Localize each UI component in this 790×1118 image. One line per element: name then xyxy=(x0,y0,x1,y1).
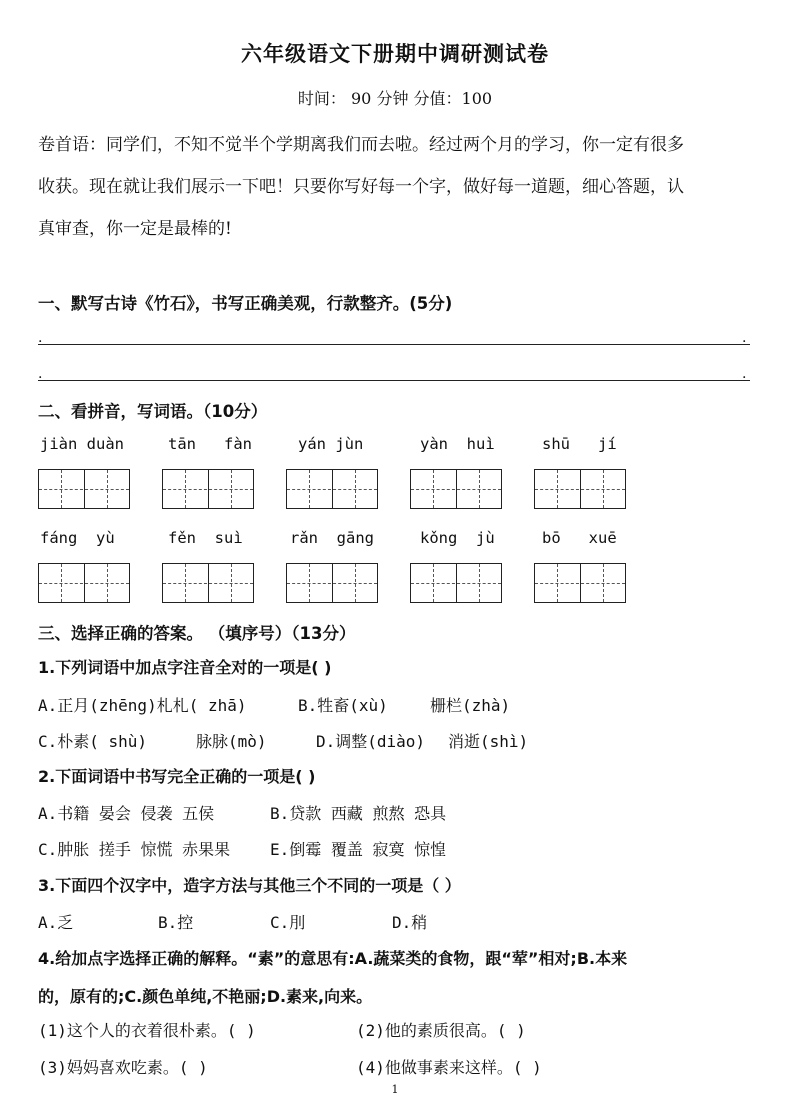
pinyin-label: fáng yù xyxy=(40,529,115,547)
q3-option-d: D.稍 xyxy=(392,913,428,932)
intro-line-1: 卷首语：同学们，不知不觉半个学期离我们而去啦。经过两个月的学习，你一定有很多 xyxy=(38,135,684,155)
q2-option-c: C.肿胀 搓手 惊慌 赤果果 xyxy=(38,840,231,859)
question-4-stem-line-2: 的，原有的;C.颜色单纯,不艳丽;D.素来,向来。 xyxy=(38,987,373,1006)
writing-grid-box[interactable] xyxy=(162,469,254,509)
section3-heading: 三、选择正确的答案。 （填序号）（13分） xyxy=(38,624,356,643)
pinyin-label: kǒng jù xyxy=(420,529,495,547)
pinyin-label: jiàn duàn xyxy=(40,435,124,453)
writing-grid-box[interactable] xyxy=(162,563,254,603)
writing-line-2[interactable] xyxy=(38,380,750,381)
q1-option-b-2: 栅栏(zhà) xyxy=(430,696,511,715)
q1-option-d: D.调整(diào) xyxy=(316,732,426,751)
q1-option-c-2: 脉脉(mò) xyxy=(196,732,267,751)
q1-option-c: C.朴素( shù) xyxy=(38,732,148,751)
q3-option-c: C.刖 xyxy=(270,913,306,932)
writing-grid-box[interactable] xyxy=(38,563,130,603)
section2-heading: 二、看拼音，写词语。（10分） xyxy=(38,402,268,421)
exam-meta: 时间： 90 分钟 分值：100 xyxy=(297,89,493,108)
q2-option-a: A.书籍 晏会 侵袭 五侯 xyxy=(38,804,215,823)
q1-option-d-2: 消逝(shì) xyxy=(448,732,529,751)
writing-grid-box[interactable] xyxy=(38,469,130,509)
writing-grid-box[interactable] xyxy=(534,469,626,509)
question-4-stem-line-1: 4.给加点字选择正确的解释。“素”的意思有:A.蔬菜类的食物，跟“荤”相对;B.本来 xyxy=(38,949,628,968)
q3-option-a: A.乏 xyxy=(38,913,74,932)
pinyin-label: yán jùn xyxy=(298,435,364,453)
writing-grid-box[interactable] xyxy=(534,563,626,603)
writing-grid-box[interactable] xyxy=(410,469,502,509)
q1-option-a: A.正月(zhēng)札札( zhā) xyxy=(38,696,247,715)
section1-heading: 一、默写古诗《竹石》，书写正确美观，行款整齐。(5分) xyxy=(38,294,453,313)
q4-sentence-2: (2)他的素质很高。( ) xyxy=(356,1021,526,1040)
pinyin-label: shū jí xyxy=(542,435,617,453)
line-dot: . xyxy=(38,330,43,346)
pinyin-label: yàn huì xyxy=(420,435,495,453)
q2-option-b: B.贷款 西藏 煎熬 恐具 xyxy=(270,804,447,823)
question-2-stem: 2.下面词语中书写完全正确的一项是( ) xyxy=(38,767,316,786)
q2-option-d: E.倒霉 覆盖 寂寞 惊惶 xyxy=(270,840,447,859)
pinyin-label: rǎn gāng xyxy=(290,529,374,547)
question-3-stem: 3.下面四个汉字中，造字方法与其他三个不同的一项是（ ） xyxy=(38,876,461,895)
writing-grid-box[interactable] xyxy=(286,469,378,509)
q3-option-b: B.控 xyxy=(158,913,194,932)
intro-line-3: 真审查，你一定是最棒的! xyxy=(38,219,232,239)
q4-sentence-1: (1)这个人的衣着很朴素。( ) xyxy=(38,1021,256,1040)
page-number: 1 xyxy=(391,1083,399,1096)
q4-sentence-4: (4)他做事素来这样。( ) xyxy=(356,1058,542,1077)
question-1-stem: 1.下列词语中加点字注音全对的一项是( ) xyxy=(38,658,332,677)
line-dot: . xyxy=(38,366,43,382)
intro-line-2: 收获。现在就让我们展示一下吧！只要你写好每一个字，做好每一道题，细心答题，认 xyxy=(38,177,684,197)
writing-line-1[interactable] xyxy=(38,344,750,345)
q4-sentence-3: (3)妈妈喜欢吃素。( ) xyxy=(38,1058,208,1077)
line-dot: . xyxy=(742,366,747,382)
page-title: 六年级语文下册期中调研测试卷 xyxy=(241,42,549,66)
line-dot: . xyxy=(742,330,747,346)
pinyin-label: tān fàn xyxy=(168,435,252,453)
pinyin-label: fěn suì xyxy=(168,529,243,547)
q1-option-b: B.牲畜(xù) xyxy=(298,696,388,715)
writing-grid-box[interactable] xyxy=(410,563,502,603)
writing-grid-box[interactable] xyxy=(286,563,378,603)
pinyin-label: bō xuē xyxy=(542,529,617,547)
